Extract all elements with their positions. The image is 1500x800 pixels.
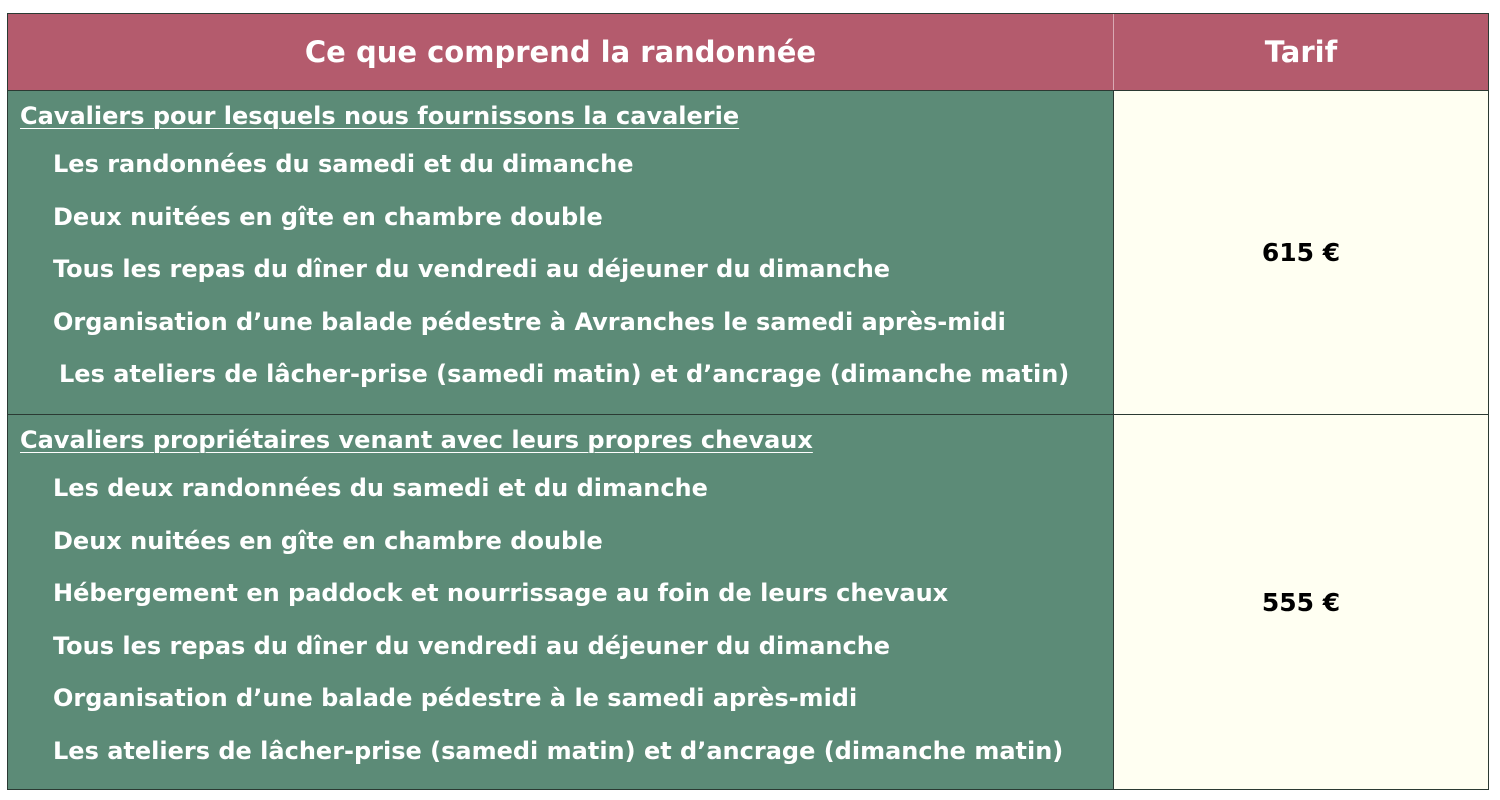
list-item: Les randonnées du samedi et du dimanche	[53, 150, 634, 178]
list-item: Les deux randonnées du samedi et du dimanche	[53, 474, 708, 502]
header-description: Ce que comprend la randonnée	[8, 14, 1114, 90]
list-item: Les ateliers de lâcher-prise (samedi matin) et d’ancrage (dimanche matin)	[59, 360, 1070, 388]
list-item: Tous les repas du dîner du vendredi au déjeuner du dimanche	[53, 255, 891, 283]
list-item: Deux nuitées en gîte en chambre double	[53, 526, 603, 555]
list-item: Les ateliers de lâcher-prise (samedi matin) et d’ancrage (dimanche matin)	[53, 736, 1064, 765]
description-cell	[8, 414, 1114, 789]
header-price: Tarif	[1264, 35, 1338, 69]
price-cell	[1114, 414, 1488, 789]
price-cell	[1114, 90, 1488, 414]
price-value: 555 €	[1261, 587, 1341, 617]
list-item: Tous les repas du dîner du vendredi au déjeuner du dimanche	[53, 631, 891, 660]
table-header-row	[8, 14, 1488, 90]
section-title: Cavaliers pour lesquels nous fournissons la cavalerie	[20, 102, 740, 130]
list-item: Organisation d’une balade pédestre à Avranches le samedi après-midi	[53, 307, 1006, 336]
price-value: 615 €	[1261, 238, 1341, 267]
list-item: Organisation d’une balade pédestre à le samedi après-midi	[53, 684, 858, 712]
description-cell	[8, 90, 1114, 414]
list-item: Hébergement en paddock et nourrissage au foin de leurs chevaux	[53, 579, 949, 607]
list-item: Deux nuitées en gîte en chambre double	[53, 202, 603, 231]
table-row	[8, 90, 1488, 414]
section-title: Cavaliers propriétaires venant avec leurs propres chevaux	[20, 426, 813, 454]
pricing-table	[7, 13, 1489, 790]
table-row	[8, 414, 1488, 789]
